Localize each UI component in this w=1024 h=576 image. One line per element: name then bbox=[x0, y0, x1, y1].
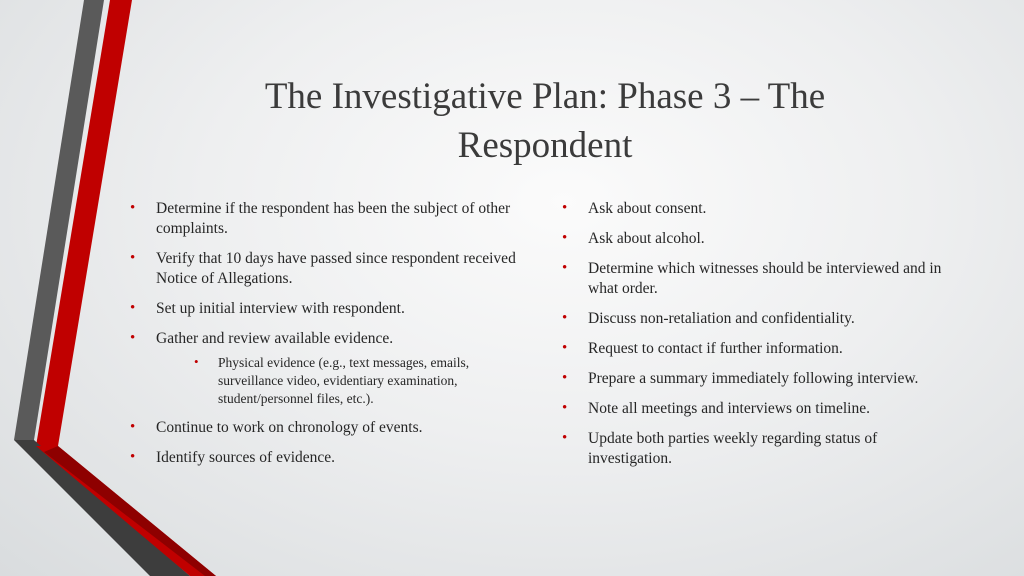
list-item bbox=[130, 418, 520, 438]
title-line-2: Respondent bbox=[457, 125, 633, 166]
bullet-icon: • bbox=[130, 449, 136, 465]
bullet-icon: • bbox=[130, 250, 136, 266]
item-text: Ask about consent. bbox=[588, 200, 707, 217]
left-column bbox=[130, 199, 520, 478]
left-bullet-list bbox=[130, 199, 520, 468]
list-item bbox=[562, 229, 962, 249]
bullet-icon: • bbox=[130, 200, 136, 216]
item-text: Continue to work on chronology of events. bbox=[156, 419, 423, 436]
bullet-icon: • bbox=[562, 370, 568, 386]
title-line-1: The Investigative Plan: Phase 3 – The bbox=[264, 76, 826, 117]
bullet-icon: • bbox=[562, 430, 568, 446]
list-item bbox=[130, 249, 520, 289]
item-text: Gather and review available evidence. bbox=[156, 330, 394, 347]
item-text: Verify that 10 days have passed since respondent received Notice of Allegations. bbox=[156, 250, 516, 287]
item-text: Note all meetings and interviews on timeline. bbox=[588, 400, 870, 417]
slide-title bbox=[200, 72, 890, 170]
list-item bbox=[562, 369, 962, 389]
bullet-icon: • bbox=[562, 230, 568, 246]
list-item bbox=[130, 299, 520, 319]
item-text: Discuss non-retaliation and confidentiality. bbox=[588, 310, 855, 327]
bullet-icon: • bbox=[562, 400, 568, 416]
list-item bbox=[562, 429, 962, 469]
item-text: Determine which witnesses should be interviewed and in what order. bbox=[588, 260, 942, 297]
bullet-icon: • bbox=[562, 260, 568, 276]
sub-bullet-list bbox=[156, 354, 520, 408]
sub-item-text: Physical evidence (e.g., text messages, emails, surveillance video, evidentiary examination, student/personnel files, etc.). bbox=[218, 355, 470, 406]
bullet-icon: • bbox=[130, 330, 136, 346]
list-item bbox=[562, 399, 962, 419]
item-text: Prepare a summary immediately following interview. bbox=[588, 370, 919, 387]
item-text: Determine if the respondent has been the subject of other complaints. bbox=[156, 200, 511, 237]
sub-bullet-icon: • bbox=[194, 354, 199, 369]
right-column bbox=[562, 199, 962, 479]
bullet-icon: • bbox=[130, 300, 136, 316]
item-text: Update both parties weekly regarding status of investigation. bbox=[588, 430, 878, 467]
sub-list-item bbox=[178, 354, 520, 408]
item-text: Identify sources of evidence. bbox=[156, 449, 336, 466]
item-text: Ask about alcohol. bbox=[588, 230, 705, 247]
list-item bbox=[562, 259, 962, 299]
item-text: Request to contact if further information. bbox=[588, 340, 843, 357]
list-item bbox=[562, 309, 962, 329]
list-item bbox=[562, 339, 962, 359]
bullet-icon: • bbox=[562, 340, 568, 356]
item-text: Set up initial interview with respondent. bbox=[156, 300, 405, 317]
bullet-icon: • bbox=[130, 419, 136, 435]
list-item bbox=[130, 199, 520, 239]
list-item bbox=[562, 199, 962, 219]
bullet-icon: • bbox=[562, 310, 568, 326]
right-bullet-list bbox=[562, 199, 962, 469]
list-item bbox=[130, 329, 520, 408]
bullet-icon: • bbox=[562, 200, 568, 216]
list-item bbox=[130, 448, 520, 468]
